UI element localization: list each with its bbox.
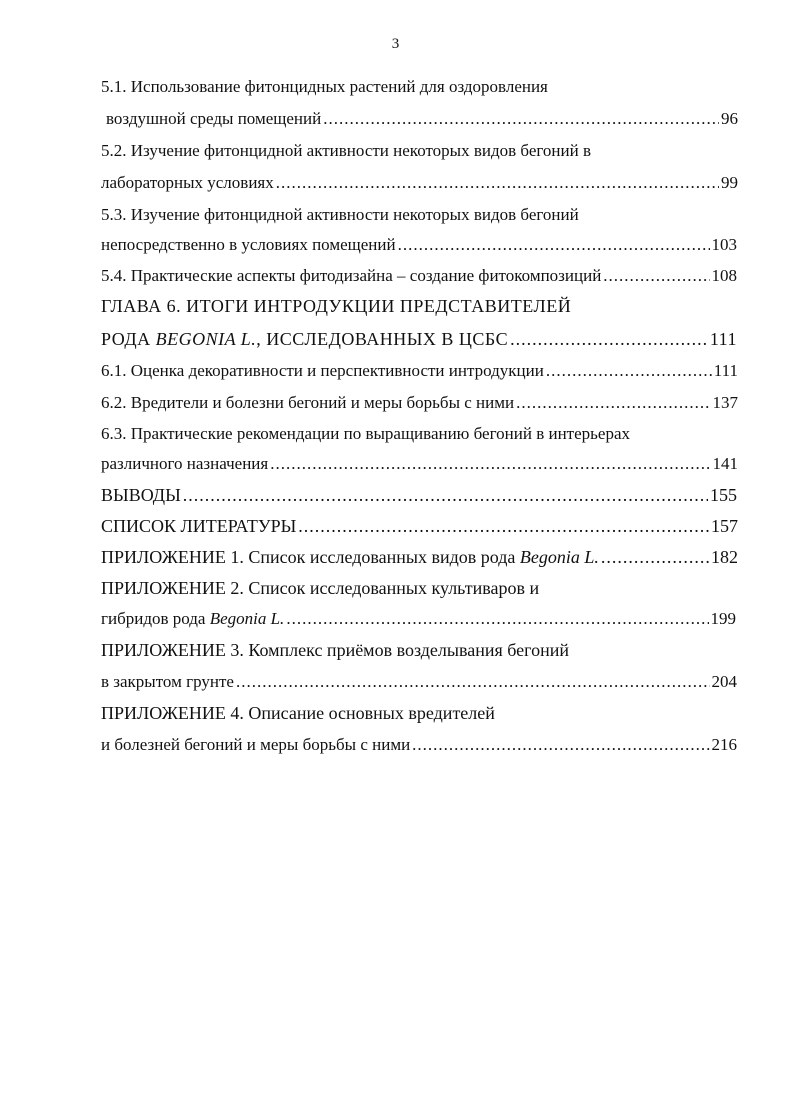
toc-entry-5-1-page: 96 — [721, 109, 738, 128]
chapter-6-prefix: РОДА — [101, 329, 156, 349]
toc-entry-6-3-page: 141 — [712, 454, 738, 473]
toc-chapter-6-title-cont — [101, 328, 508, 350]
toc-chapter-6-title: ГЛАВА 6. ИТОГИ ИНТРОДУКЦИИ ПРЕДСТАВИТЕЛЕЙ — [101, 296, 572, 316]
appendix-2-prefix: гибридов рода — [101, 609, 210, 628]
toc-entry-5-4-page: 108 — [711, 266, 737, 285]
appendix-1-prefix: ПРИЛОЖЕНИЕ 1. Список исследованных видов рода — [101, 547, 520, 567]
toc-appendix-2-title-cont — [101, 608, 284, 630]
leader-dots — [603, 265, 709, 287]
toc-appendix-3-title-cont: в закрытом грунте — [101, 672, 234, 691]
toc-entry-6-2[interactable] — [101, 392, 738, 414]
toc-entry-5-2-page: 99 — [721, 173, 738, 192]
toc-entry-6-3-title-cont: различного назначения — [101, 454, 269, 473]
toc-entry-6-3[interactable] — [101, 453, 738, 475]
toc-entry-5-1[interactable] — [106, 108, 738, 130]
toc-entry-6-2-title: 6.2. Вредители и болезни бегоний и меры борьбы с ними — [101, 393, 515, 412]
toc-references[interactable] — [101, 515, 738, 537]
toc-appendix-2[interactable] — [101, 608, 736, 630]
toc-appendix-3[interactable] — [101, 671, 737, 693]
toc-entry-5-2[interactable] — [101, 172, 738, 194]
toc-conclusions-title: ВЫВОДЫ — [101, 485, 181, 505]
toc-appendix-3-title: ПРИЛОЖЕНИЕ 3. Комплекс приёмов возделывания бегоний — [101, 640, 569, 660]
chapter-6-genus: BEGONIA L. — [155, 329, 257, 349]
toc-appendix-4-page: 216 — [711, 735, 737, 754]
toc-entry-5-3-title-cont: непосредственно в условиях помещений — [101, 235, 396, 254]
appendix-1-genus: Begonia L. — [519, 547, 599, 567]
toc-appendix-4-title-cont: и болезней бегоний и меры борьбы с ними — [101, 735, 411, 754]
toc-chapter-6-page: 111 — [709, 329, 737, 349]
leader-dots — [270, 453, 710, 475]
toc-entry-5-1-title: 5.1. Использование фитонцидных растений для оздоровления — [101, 77, 548, 96]
toc-chapter-6[interactable] — [101, 328, 737, 350]
toc-entry-5-1-title-cont: воздушной среды помещений — [106, 109, 322, 128]
leader-dots — [412, 734, 709, 756]
page-number: 3 — [391, 36, 400, 52]
toc-entry-5-3[interactable] — [101, 234, 737, 256]
toc-appendix-4-title: ПРИЛОЖЕНИЕ 4. Описание основных вредителей — [101, 703, 495, 723]
toc-entry-5-3-title: 5.3. Изучение фитонцидной активности некоторых видов бегоний — [101, 205, 579, 224]
toc-appendix-3-page: 204 — [711, 672, 737, 691]
toc-entry-5-2-title: 5.2. Изучение фитонцидной активности некоторых видов бегоний в — [101, 141, 591, 160]
toc-entry-6-3-title: 6.3. Практические рекомендации по выращиванию бегоний в интерьерах — [101, 424, 630, 443]
toc-appendix-2-page: 199 — [710, 609, 736, 628]
toc-entry-5-3-page: 103 — [711, 235, 737, 254]
toc-appendix-4[interactable] — [101, 734, 737, 756]
toc-entry-5-4-title: 5.4. Практические аспекты фитодизайна – создание фитокомпозиций — [101, 266, 602, 285]
chapter-6-suffix: , ИССЛЕДОВАННЫХ В ЦСБС — [256, 329, 509, 349]
leader-dots — [601, 546, 709, 568]
leader-dots — [323, 108, 719, 130]
toc-entry-5-4[interactable] — [101, 265, 737, 287]
leader-dots — [236, 671, 710, 693]
toc-entry-6-1-page: 111 — [713, 361, 738, 380]
toc-appendix-1-title — [101, 546, 599, 568]
leader-dots — [276, 172, 719, 194]
appendix-2-genus: Begonia L. — [209, 609, 285, 628]
toc-entry-5-2-title-cont: лабораторных условиях — [101, 173, 274, 192]
toc-appendix-1-page: 182 — [711, 547, 738, 567]
toc-entry-6-1-title: 6.1. Оценка декоративности и перспективности интродукции — [101, 361, 544, 380]
toc-entry-6-2-page: 137 — [712, 393, 738, 412]
leader-dots — [298, 515, 709, 537]
toc-appendix-1[interactable] — [101, 546, 738, 568]
toc-appendix-2-title: ПРИЛОЖЕНИЕ 2. Список исследованных культиваров и — [101, 578, 540, 598]
leader-dots — [510, 328, 708, 350]
leader-dots — [183, 484, 708, 506]
toc-references-page: 157 — [711, 516, 738, 536]
leader-dots — [546, 360, 712, 382]
toc-entry-6-1[interactable] — [101, 360, 738, 382]
leader-dots — [398, 234, 710, 256]
toc-conclusions-page: 155 — [710, 485, 737, 505]
toc-conclusions[interactable] — [101, 484, 737, 506]
toc-references-title: СПИСОК ЛИТЕРАТУРЫ — [101, 516, 297, 536]
leader-dots — [516, 392, 710, 414]
leader-dots — [286, 608, 708, 630]
